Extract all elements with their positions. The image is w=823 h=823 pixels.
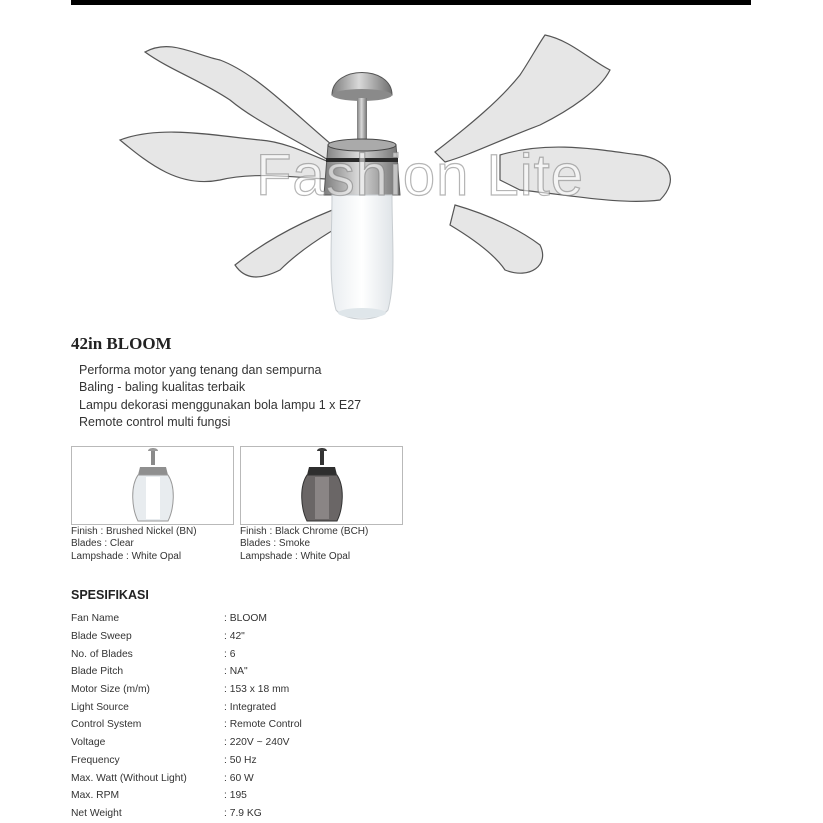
top-black-bar <box>71 0 751 5</box>
spec-value: : 60 W <box>224 772 254 784</box>
spec-value: : BLOOM <box>224 613 267 625</box>
variant-blades: Blades : Clear <box>71 538 134 550</box>
spec-value: : 220V ~ 240V <box>224 737 290 749</box>
variant-brushed-nickel <box>71 446 234 562</box>
table-row <box>71 645 302 663</box>
table-row <box>71 716 302 734</box>
table-row <box>71 698 302 716</box>
spec-value: : 50 Hz <box>224 754 257 766</box>
feature-item: Performa motor yang tenang dan sempurna <box>79 363 322 377</box>
table-row <box>71 628 302 646</box>
variant-image-brushed-nickel <box>71 446 234 525</box>
spec-label: Net Weight <box>71 807 122 819</box>
table-row <box>71 663 302 681</box>
spec-value: : Remote Control <box>224 719 302 731</box>
spec-label: Max. RPM <box>71 790 120 802</box>
spec-label: No. of Blades <box>71 648 133 660</box>
feature-item: Lampu dekorasi menggunakan bola lampu 1 x E27 <box>79 397 362 412</box>
watermark-text: Fashion Lite <box>256 143 584 208</box>
variant-image-black-chrome <box>240 446 403 525</box>
product-title: 42in BLOOM <box>71 334 172 353</box>
variant-lampshade: Lampshade : White Opal <box>71 550 182 562</box>
spec-label: Blade Pitch <box>71 666 124 678</box>
spec-label: Fan Name <box>71 613 120 625</box>
spec-label: Light Source <box>71 701 129 713</box>
table-row <box>71 752 302 770</box>
table-row <box>71 610 302 628</box>
feature-item: Remote control multi fungsi <box>79 414 231 429</box>
feature-list <box>79 362 361 431</box>
spec-value: : 7.9 KG <box>224 807 262 819</box>
spec-value: : 6 <box>224 648 236 660</box>
spec-value: : 153 x 18 mm <box>224 684 290 696</box>
spec-label: Voltage <box>71 737 106 749</box>
table-row <box>71 769 302 787</box>
variant-lampshade: Lampshade : White Opal <box>240 550 351 562</box>
table-row <box>71 681 302 699</box>
spec-value: : NA" <box>224 666 248 678</box>
spec-label: Blade Sweep <box>71 631 132 643</box>
spec-label: Motor Size (m/m) <box>71 684 150 696</box>
variant-black-chrome <box>240 446 403 562</box>
variant-blades: Blades : Smoke <box>240 538 311 550</box>
table-row <box>71 805 302 823</box>
spec-label: Max. Watt (Without Light) <box>71 772 187 784</box>
table-row <box>71 734 302 752</box>
spec-label: Control System <box>71 719 142 731</box>
variant-finish: Finish : Brushed Nickel (BN) <box>71 526 197 537</box>
spec-value: : Integrated <box>224 701 277 713</box>
fan-thumbnail-icon <box>241 447 402 524</box>
specifications-table <box>71 610 302 822</box>
fan-thumbnail-icon <box>72 447 233 524</box>
table-row <box>71 787 302 805</box>
product-hero-image <box>100 30 740 330</box>
spec-label: Frequency <box>71 754 120 766</box>
spec-value: : 42" <box>224 631 245 643</box>
variant-finish: Finish : Black Chrome (BCH) <box>240 526 369 537</box>
specifications-heading: SPESIFIKASI <box>71 588 149 602</box>
spec-value: : 195 <box>224 790 247 802</box>
feature-item: Baling - baling kualitas terbaik <box>79 380 246 395</box>
